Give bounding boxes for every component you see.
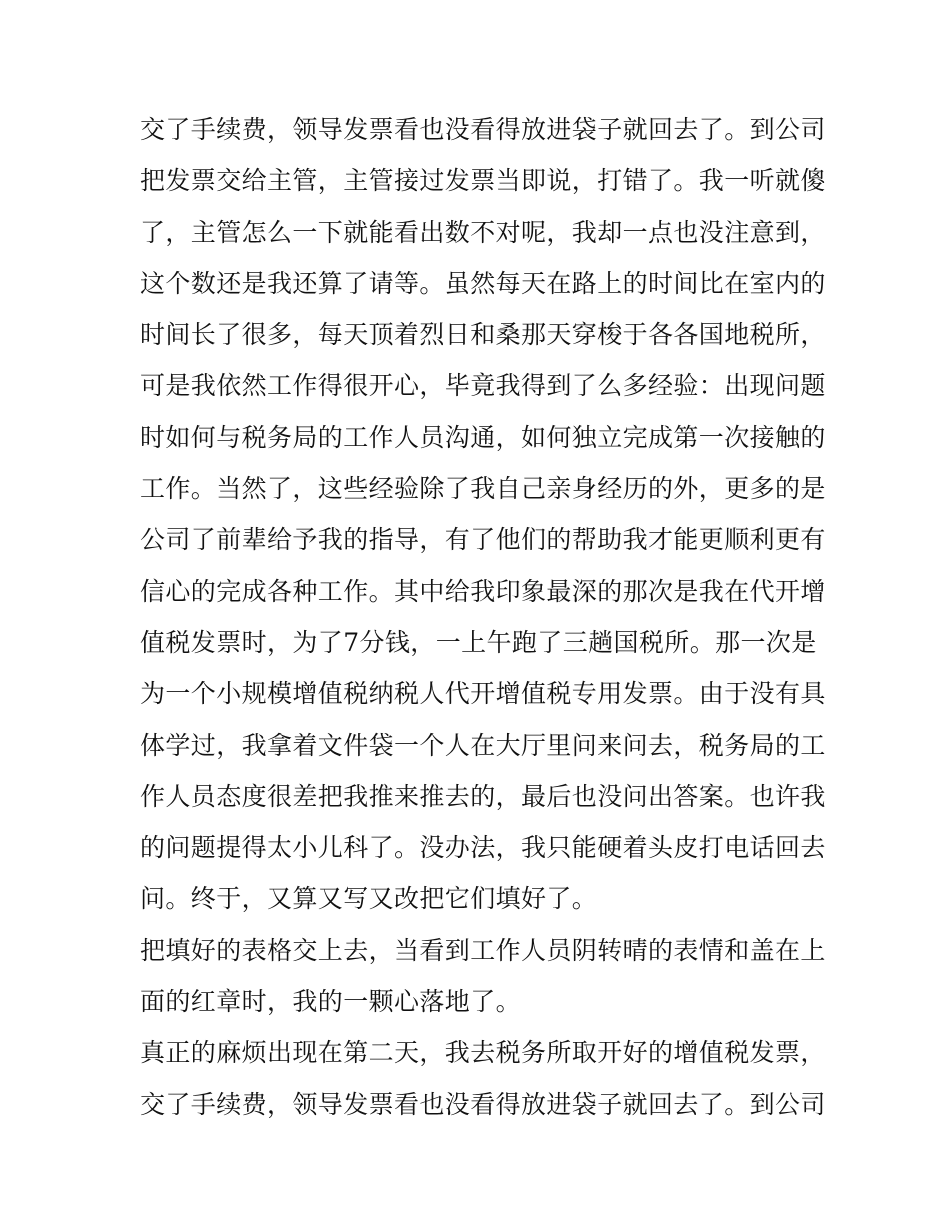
text-line-11: 值税发票时，为了7分钱，一上午跑了三趟国税所。那一次是 <box>140 627 817 657</box>
text-line-9: 公司了前辈给予我的指导，有了他们的帮助我才能更顺利更有 <box>140 525 826 555</box>
text-line-15: 的问题提得太小儿科了。没办法，我只能硬着头皮打电话回去 <box>140 833 826 863</box>
text-line-7: 时如何与税务局的工作人员沟通，如何独立完成第一次接触的 <box>140 422 826 452</box>
text-line-19: 真正的麻烦出现在第二天，我去税务所取开好的增值税发票， <box>140 1038 826 1068</box>
text-line-14: 作人员态度很差把我推来推去的，最后也没问出答案。也许我 <box>140 781 826 811</box>
text-line-1: 交了手续费，领导发票看也没看得放进袋子就回去了。到公司 <box>140 115 826 144</box>
text-line-18: 面的红章时，我的一颗心落地了。 <box>140 987 522 1017</box>
text-line-20: 交了手续费，领导发票看也没看得放进袋子就回去了。到公司 <box>140 1089 826 1119</box>
text-line-17: 把填好的表格交上去，当看到工作人员阴转晴的表情和盖在上 <box>140 935 826 965</box>
text-line-10: 信心的完成各种工作。其中给我印象最深的那次是我在代开增 <box>140 576 826 606</box>
text-line-12: 为一个小规模增值税纳税人代开增值税专用发票。由于没有具 <box>140 679 826 709</box>
text-line-5: 时间长了很多，每天顶着烈日和桑那天穿梭于各各国地税所， <box>140 320 826 350</box>
text-line-13: 体学过，我拿着文件袋一个人在大厅里问来问去，税务局的工 <box>140 730 826 760</box>
text-line-3: 了，主管怎么一下就能看出数不对呢，我却一点也没注意到， <box>140 217 826 247</box>
text-line-2: 把发票交给主管，主管接过发票当即说，打错了。我一听就傻 <box>140 166 826 196</box>
body-text <box>140 104 826 1130</box>
text-line-4: 这个数还是我还算了请等。虽然每天在路上的时间比在室内的 <box>140 268 826 298</box>
text-line-6: 可是我依然工作得很开心，毕竟我得到了么多经验：出现问题 <box>140 371 826 401</box>
text-line-8: 工作。当然了，这些经验除了我自己亲身经历的外，更多的是 <box>140 474 826 504</box>
text-line-16: 问。终于，又算又写又改把它们填好了。 <box>140 884 598 914</box>
